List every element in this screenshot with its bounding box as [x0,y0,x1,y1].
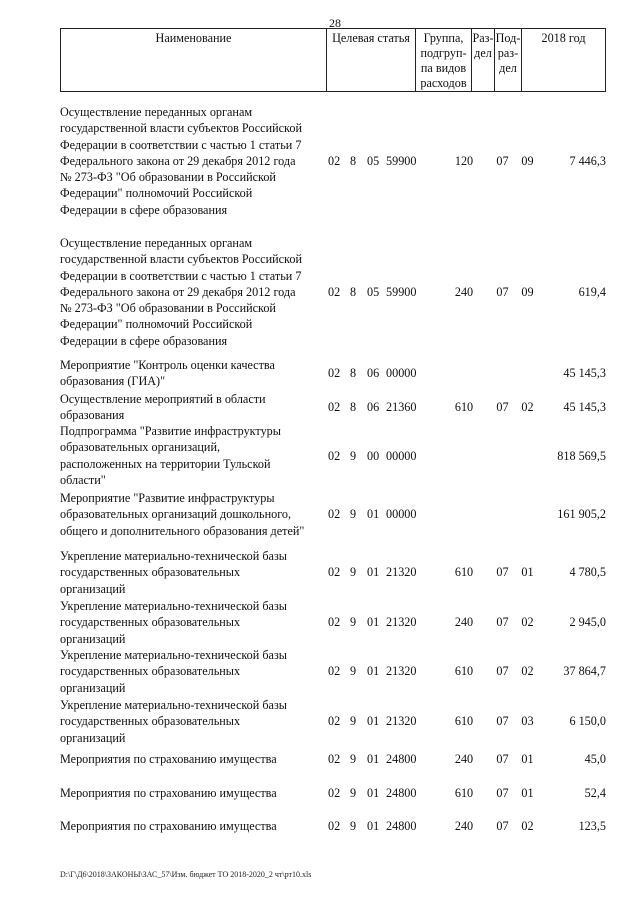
table-row [60,785,606,801]
row-name-line: расположенных на территории Тульской [60,456,271,471]
amount-2018: 52,4 [584,786,606,800]
row-name-line: Федерации в сфере образования [60,202,228,217]
row-name-line: Федерации" полномочий Российской [60,317,253,332]
target-subprogram-code: 9 [350,752,357,766]
row-name-line: Укрепление материально-технической базы [60,549,287,563]
target-subprogram-code: 8 [350,366,357,381]
row-name-line: Осуществление переданных органам [60,236,253,250]
section-code: 07 [496,400,509,415]
header-subsection [495,29,522,91]
row-name-line: Мероприятия по страхованию имущества [60,786,277,800]
table-row [60,104,606,218]
row-name-line: Укрепление материально-технической базы [60,698,287,712]
target-direction-code: 24800 [386,786,417,800]
header-subsection-line: дел [499,61,517,75]
target-main-event-code: 01 [367,752,380,766]
table-row [60,697,606,746]
row-name-line: Федерального закона от 29 декабря 2012 года [60,284,296,299]
target-main-event-code: 06 [367,400,380,415]
row-name-line: Укрепление материально-технической базы [60,599,287,613]
subsection-code: 01 [521,565,534,580]
row-name [60,818,326,834]
amount-2018: 45 145,3 [563,400,606,415]
section-code: 07 [496,615,509,630]
target-main-event-code: 01 [367,615,380,630]
header-section-line: дел [474,46,492,60]
expense-group-code: 240 [454,615,474,630]
amount-2018: 818 569,5 [557,448,606,463]
header-section-line: Раз- [472,31,494,45]
row-name-line: организаций [60,680,126,695]
section-code: 07 [496,752,509,766]
target-program-code: 02 [328,285,341,300]
amount-2018: 161 905,2 [557,507,606,522]
target-program-code: 02 [328,714,341,729]
expense-group-code: 240 [454,819,474,833]
target-subprogram-code: 8 [350,154,357,169]
target-program-code: 02 [328,448,341,463]
subsection-code: 09 [521,154,534,169]
target-direction-code: 24800 [386,752,417,766]
row-name [60,697,326,746]
amount-2018: 7 446,3 [569,154,606,169]
target-direction-code: 21320 [386,615,417,630]
row-name-line: государственных образовательных [60,565,241,580]
row-name-line: образовательных организаций дошкольного, [60,507,292,522]
table-row [60,548,606,597]
row-name-line: образования [60,408,125,423]
section-code: 07 [496,285,509,300]
expense-group-code: 610 [454,786,474,800]
expense-group-code: 610 [454,565,474,580]
header-expense-group-line: Группа, [423,31,464,45]
row-name [60,785,326,801]
target-subprogram-code: 9 [350,448,357,463]
target-main-event-code: 01 [367,819,380,833]
subsection-code: 02 [521,819,534,833]
target-program-code: 02 [328,154,341,169]
row-name-line: образования (ГИА)" [60,374,166,389]
row-name-line: № 273-ФЗ "Об образовании в Российской [60,170,276,185]
header-expense-group [416,29,472,91]
row-name-line: организаций [60,730,126,745]
target-subprogram-code: 9 [350,615,357,630]
expense-group-code: 610 [454,714,474,729]
table-row [60,598,606,647]
target-direction-code: 59900 [386,285,417,300]
subsection-code: 01 [521,752,534,766]
table-row [60,391,606,424]
target-direction-code: 00000 [386,507,417,522]
row-name-line: государственных образовательных [60,664,241,679]
footer-file-path: D:\Г\Д6\2018\ЗАКОНЫ\ЗАС_57\Изм. бюджет ТО 2018-2020_2 чт\рт10.xls [60,870,312,879]
row-name [60,357,326,390]
row-name [60,548,326,597]
header-name: Наименование [61,29,327,91]
amount-2018: 37 864,7 [563,664,606,679]
row-name-line: государственной власти субъектов Российской [60,121,302,136]
target-main-event-code: 00 [367,448,380,463]
subsection-code: 01 [521,786,534,800]
target-main-event-code: 01 [367,507,380,522]
row-name-line: Мероприятие "Контроль оценки качества [60,358,275,372]
target-direction-code: 21360 [386,400,417,415]
target-program-code: 02 [328,366,341,381]
target-main-event-code: 06 [367,366,380,381]
section-code: 07 [496,154,509,169]
target-program-code: 02 [328,565,341,580]
header-expense-group-line: расходов [420,76,467,90]
row-name-line: общего и дополнительного образования детей" [60,523,305,538]
row-name-line: образовательных организаций, [60,440,221,455]
target-main-event-code: 05 [367,285,380,300]
subsection-code: 02 [521,664,534,679]
row-name-line: Подпрограмма "Развитие инфраструктуры [60,424,281,438]
target-program-code: 02 [328,752,341,766]
target-program-code: 02 [328,507,341,522]
amount-2018: 45,0 [584,752,606,766]
target-program-code: 02 [328,615,341,630]
table-row [60,235,606,349]
target-subprogram-code: 9 [350,819,357,833]
target-main-event-code: 01 [367,786,380,800]
section-code: 07 [496,786,509,800]
table-header [60,28,606,92]
expense-group-code: 610 [454,664,474,679]
amount-2018: 123,5 [578,819,606,833]
section-code: 07 [496,819,509,833]
row-name [60,423,326,488]
header-expense-group-line: па видов [420,61,467,75]
target-subprogram-code: 9 [350,565,357,580]
amount-2018: 6 150,0 [569,714,606,729]
row-name-line: организаций [60,581,126,596]
table-row [60,647,606,696]
section-code: 07 [496,565,509,580]
target-main-event-code: 05 [367,154,380,169]
header-section [472,29,495,91]
target-program-code: 02 [328,819,341,833]
target-direction-code: 24800 [386,819,417,833]
target-main-event-code: 01 [367,714,380,729]
row-name-line: Мероприятия по страхованию имущества [60,819,277,833]
subsection-code: 09 [521,285,534,300]
amount-2018: 45 145,3 [563,366,606,381]
row-name-line: Укрепление материально-технической базы [60,648,287,662]
table-row [60,751,606,767]
header-target-article: Целевая статья [327,29,416,91]
row-name [60,647,326,696]
row-name [60,235,326,349]
expense-group-code: 240 [454,752,474,766]
target-main-event-code: 01 [367,565,380,580]
section-code: 07 [496,664,509,679]
row-name [60,598,326,647]
subsection-code: 02 [521,615,534,630]
row-name-line: организаций [60,631,126,646]
target-program-code: 02 [328,786,341,800]
target-direction-code: 00000 [386,448,417,463]
amount-2018: 619,4 [578,285,606,300]
target-direction-code: 21320 [386,565,417,580]
row-name [60,104,326,218]
target-direction-code: 21320 [386,714,417,729]
amount-2018: 4 780,5 [569,565,606,580]
table-row [60,490,606,539]
table-row [60,357,606,390]
header-expense-group-line: подгруп- [420,46,467,60]
expense-group-code: 610 [454,400,474,415]
header-subsection-line: раз- [497,46,519,60]
target-subprogram-code: 9 [350,507,357,522]
target-subprogram-code: 9 [350,664,357,679]
target-main-event-code: 01 [367,664,380,679]
target-direction-code: 21320 [386,664,417,679]
row-name-line: Федерации в соответствии с частью 1 статьи 7 [60,137,302,152]
header-subsection-line: Под- [495,31,521,45]
row-name-line: № 273-ФЗ "Об образовании в Российской [60,301,276,316]
header-year: 2018 год [541,31,586,45]
target-direction-code: 59900 [386,154,417,169]
row-name-line: области" [60,472,106,487]
section-code: 07 [496,714,509,729]
target-subprogram-code: 9 [350,786,357,800]
expense-group-code: 240 [454,285,474,300]
target-program-code: 02 [328,400,341,415]
row-name-line: Федерации в соответствии с частью 1 статьи 7 [60,268,302,283]
row-name [60,751,326,767]
target-subprogram-code: 8 [350,285,357,300]
row-name-line: Осуществление мероприятий в области [60,392,266,406]
table-row [60,818,606,834]
row-name [60,391,326,424]
row-name-line: Мероприятия по страхованию имущества [60,752,277,766]
expense-group-code: 120 [454,154,474,169]
target-subprogram-code: 8 [350,400,357,415]
row-name-line: государственной власти субъектов Российской [60,252,302,267]
row-name-line: Осуществление переданных органам [60,105,253,119]
row-name-line: Федерации в сфере образования [60,333,228,348]
table-row [60,423,606,488]
row-name-line: государственных образовательных [60,714,241,729]
row-name [60,490,326,539]
row-name-line: Мероприятие "Развитие инфраструктуры [60,491,275,505]
row-name-line: государственных образовательных [60,615,241,630]
row-name-line: Федерального закона от 29 декабря 2012 года [60,153,296,168]
amount-2018: 2 945,0 [569,615,606,630]
subsection-code: 02 [521,400,534,415]
target-direction-code: 00000 [386,366,417,381]
target-subprogram-code: 9 [350,714,357,729]
row-name-line: Федерации" полномочий Российской [60,186,253,201]
target-program-code: 02 [328,664,341,679]
subsection-code: 03 [521,714,534,729]
page-number: 28 [329,16,341,30]
